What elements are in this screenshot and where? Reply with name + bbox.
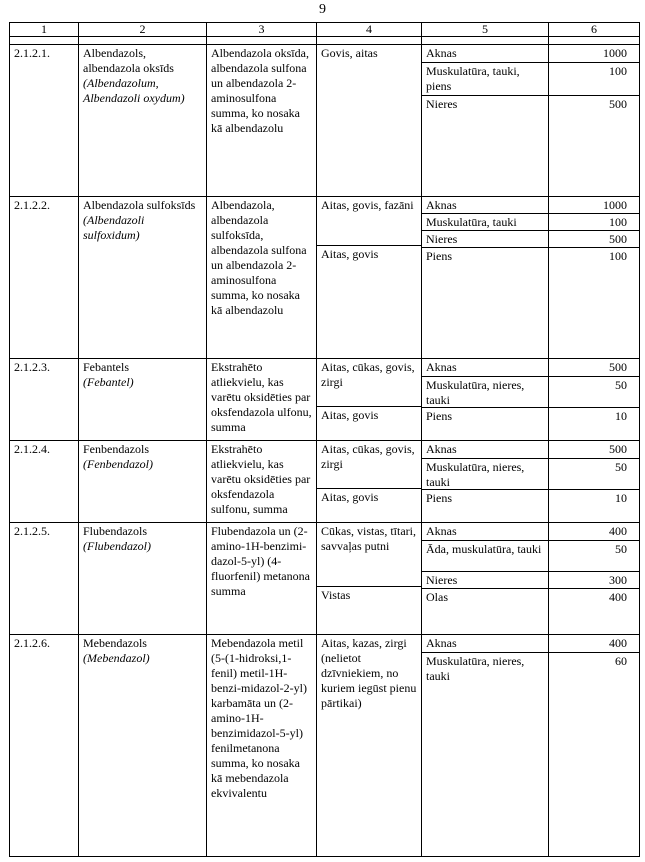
target-tissue: Olas <box>422 588 548 606</box>
table-row <box>10 523 640 635</box>
substance-latin-name: (Fenbendazol) <box>83 457 153 471</box>
animal-species: Aitas, govis, fazāni <box>321 198 414 212</box>
species-cell <box>317 197 422 359</box>
mrl-value: 500 <box>549 95 639 113</box>
target-tissue: Aknas <box>426 524 457 538</box>
target-tissue-cell <box>422 635 549 857</box>
animal-species: Govis, aitas <box>321 46 378 60</box>
mrl-value-cell <box>549 441 640 523</box>
mrl-value: 300 <box>549 571 639 588</box>
animal-species: Vistas <box>317 586 421 604</box>
animal-species: Aitas, cūkas, govis, zirgi <box>321 442 415 471</box>
target-tissue: Aknas <box>426 198 457 212</box>
substance-name: Fenbendazols <box>83 442 149 456</box>
species-cell <box>317 359 422 441</box>
mrl-value-cell <box>549 635 640 857</box>
mrl-value: 500 <box>609 442 627 456</box>
animal-species: Aitas, govis <box>317 245 421 263</box>
mrl-value: 60 <box>549 652 639 670</box>
substance-latin-name: (Albendazoli sulfoxidum) <box>83 213 145 242</box>
marker-residue: Mebendazola metil (5-(1-hidroksi,1-fenil) metil-1H-benzi-midazol-2-yl) karbamāta un (2-amino-1H-benzimidazol-5-yl) fenilmetanona summa, ko nosaka kā mebendazola ekvivalentu <box>207 635 317 857</box>
mrl-value: 1000 <box>603 198 627 212</box>
target-tissue: Piens <box>422 407 548 425</box>
substance-code: 2.1.2.1. <box>10 45 79 197</box>
substance-latin-name: (Flubendazol) <box>83 539 151 553</box>
animal-species: Aitas, govis <box>317 406 421 424</box>
mrl-value: 1000 <box>603 46 627 60</box>
target-tissue-cell <box>422 523 549 635</box>
mrl-value: 400 <box>609 524 627 538</box>
substance-name-cell <box>79 45 207 197</box>
substance-name: Febantels <box>83 360 129 374</box>
column-number: 1 <box>10 23 79 37</box>
marker-residue: Ekstrahēto atliekvielu, kas varētu oksidēties par oksfendazola sulfonu, summa <box>207 441 317 523</box>
target-tissue: Muskulatūra, tauki <box>422 213 548 230</box>
marker-residue: Flubendazola un (2-amino-1H-benzimi-dazol-5-yl) (4-fluorfenil) metanona summa <box>207 523 317 635</box>
mrl-value: 10 <box>549 407 639 425</box>
substance-code: 2.1.2.5. <box>10 523 79 635</box>
substance-name: Mebendazols <box>83 636 147 650</box>
substance-latin-name: (Febantel) <box>83 375 134 389</box>
substance-name: Albendazola sulfoksīds <box>83 198 196 212</box>
substance-name: Albendazols, albendazola oksīds <box>83 46 174 75</box>
spacer-row <box>10 37 640 45</box>
animal-species: Cūkas, vistas, tītari, savvaļas putni <box>321 524 416 553</box>
target-tissue: Aknas <box>426 360 457 374</box>
target-tissue: Muskulatūra, tauki, piens <box>422 62 548 95</box>
species-cell <box>317 441 422 523</box>
substance-code: 2.1.2.4. <box>10 441 79 523</box>
animal-species: Aitas, kazas, zirgi (nelietot dzīvniekiem, no kuriem iegūst pienu pārtikai) <box>321 636 417 710</box>
target-tissue: Muskulatūra, nieres, tauki <box>422 458 548 489</box>
column-number: 2 <box>79 23 207 37</box>
target-tissue: Piens <box>422 247 548 265</box>
target-tissue: Aknas <box>426 636 457 650</box>
mrl-table <box>9 22 640 857</box>
marker-residue: Ekstrahēto atliekvielu, kas varētu oksidēties par oksfendazola ulfonu, summa <box>207 359 317 441</box>
target-tissue-cell <box>422 441 549 523</box>
mrl-value: 400 <box>549 588 639 606</box>
target-tissue: Nieres <box>422 571 548 588</box>
table-row <box>10 441 640 523</box>
mrl-value: 100 <box>549 247 639 265</box>
mrl-value-cell <box>549 359 640 441</box>
mrl-value: 10 <box>549 489 639 507</box>
substance-latin-name: (Albendazolum, Albendazoli oxydum) <box>83 76 185 105</box>
species-cell <box>317 635 422 857</box>
mrl-value: 100 <box>549 62 639 95</box>
target-tissue: Muskulatūra, nieres, tauki <box>422 376 548 407</box>
substance-latin-name: (Mebendazol) <box>83 651 150 665</box>
substance-name-cell <box>79 441 207 523</box>
target-tissue-cell <box>422 197 549 359</box>
substance-code: 2.1.2.3. <box>10 359 79 441</box>
marker-residue: Albendazola, albendazola sulfoksīda, albendazola sulfona un albendazola 2-aminosulfona summa, ko nosaka kā albendazolu <box>207 197 317 359</box>
column-number: 5 <box>422 23 549 37</box>
animal-species: Aitas, cūkas, govis, zirgi <box>321 360 415 389</box>
mrl-value: 50 <box>549 540 639 571</box>
mrl-value: 100 <box>549 213 639 230</box>
substance-code: 2.1.2.6. <box>10 635 79 857</box>
column-number: 3 <box>207 23 317 37</box>
mrl-value: 500 <box>549 230 639 247</box>
marker-residue: Albendazola oksīda, albendazola sulfona un albendazola 2-aminosulfona summa, ko nosaka kā albendazolu <box>207 45 317 197</box>
target-tissue: Piens <box>422 489 548 507</box>
target-tissue: Nieres <box>422 230 548 247</box>
target-tissue: Nieres <box>422 95 548 113</box>
substance-name-cell <box>79 197 207 359</box>
column-number-row <box>10 23 640 37</box>
target-tissue: Āda, muskulatūra, tauki <box>422 540 548 571</box>
mrl-value: 50 <box>549 376 639 407</box>
table-row <box>10 197 640 359</box>
table-row <box>10 45 640 197</box>
mrl-value: 50 <box>549 458 639 489</box>
substance-name-cell <box>79 359 207 441</box>
mrl-value: 500 <box>609 360 627 374</box>
substance-name-cell <box>79 635 207 857</box>
table-body <box>10 45 640 857</box>
column-number: 4 <box>317 23 422 37</box>
mrl-value-cell <box>549 197 640 359</box>
species-cell <box>317 45 422 197</box>
target-tissue-cell <box>422 359 549 441</box>
target-tissue: Aknas <box>426 442 457 456</box>
column-number: 6 <box>549 23 640 37</box>
substance-code: 2.1.2.2. <box>10 197 79 359</box>
table-row <box>10 635 640 857</box>
mrl-value-cell <box>549 45 640 197</box>
mrl-value: 400 <box>609 636 627 650</box>
target-tissue: Aknas <box>426 46 457 60</box>
species-cell <box>317 523 422 635</box>
substance-name: Flubendazols <box>83 524 147 538</box>
animal-species: Aitas, govis <box>317 488 421 506</box>
page-number: 9 <box>319 2 326 17</box>
mrl-value-cell <box>549 523 640 635</box>
target-tissue-cell <box>422 45 549 197</box>
table-row <box>10 359 640 441</box>
substance-name-cell <box>79 523 207 635</box>
target-tissue: Muskulatūra, nieres, tauki <box>422 652 548 685</box>
